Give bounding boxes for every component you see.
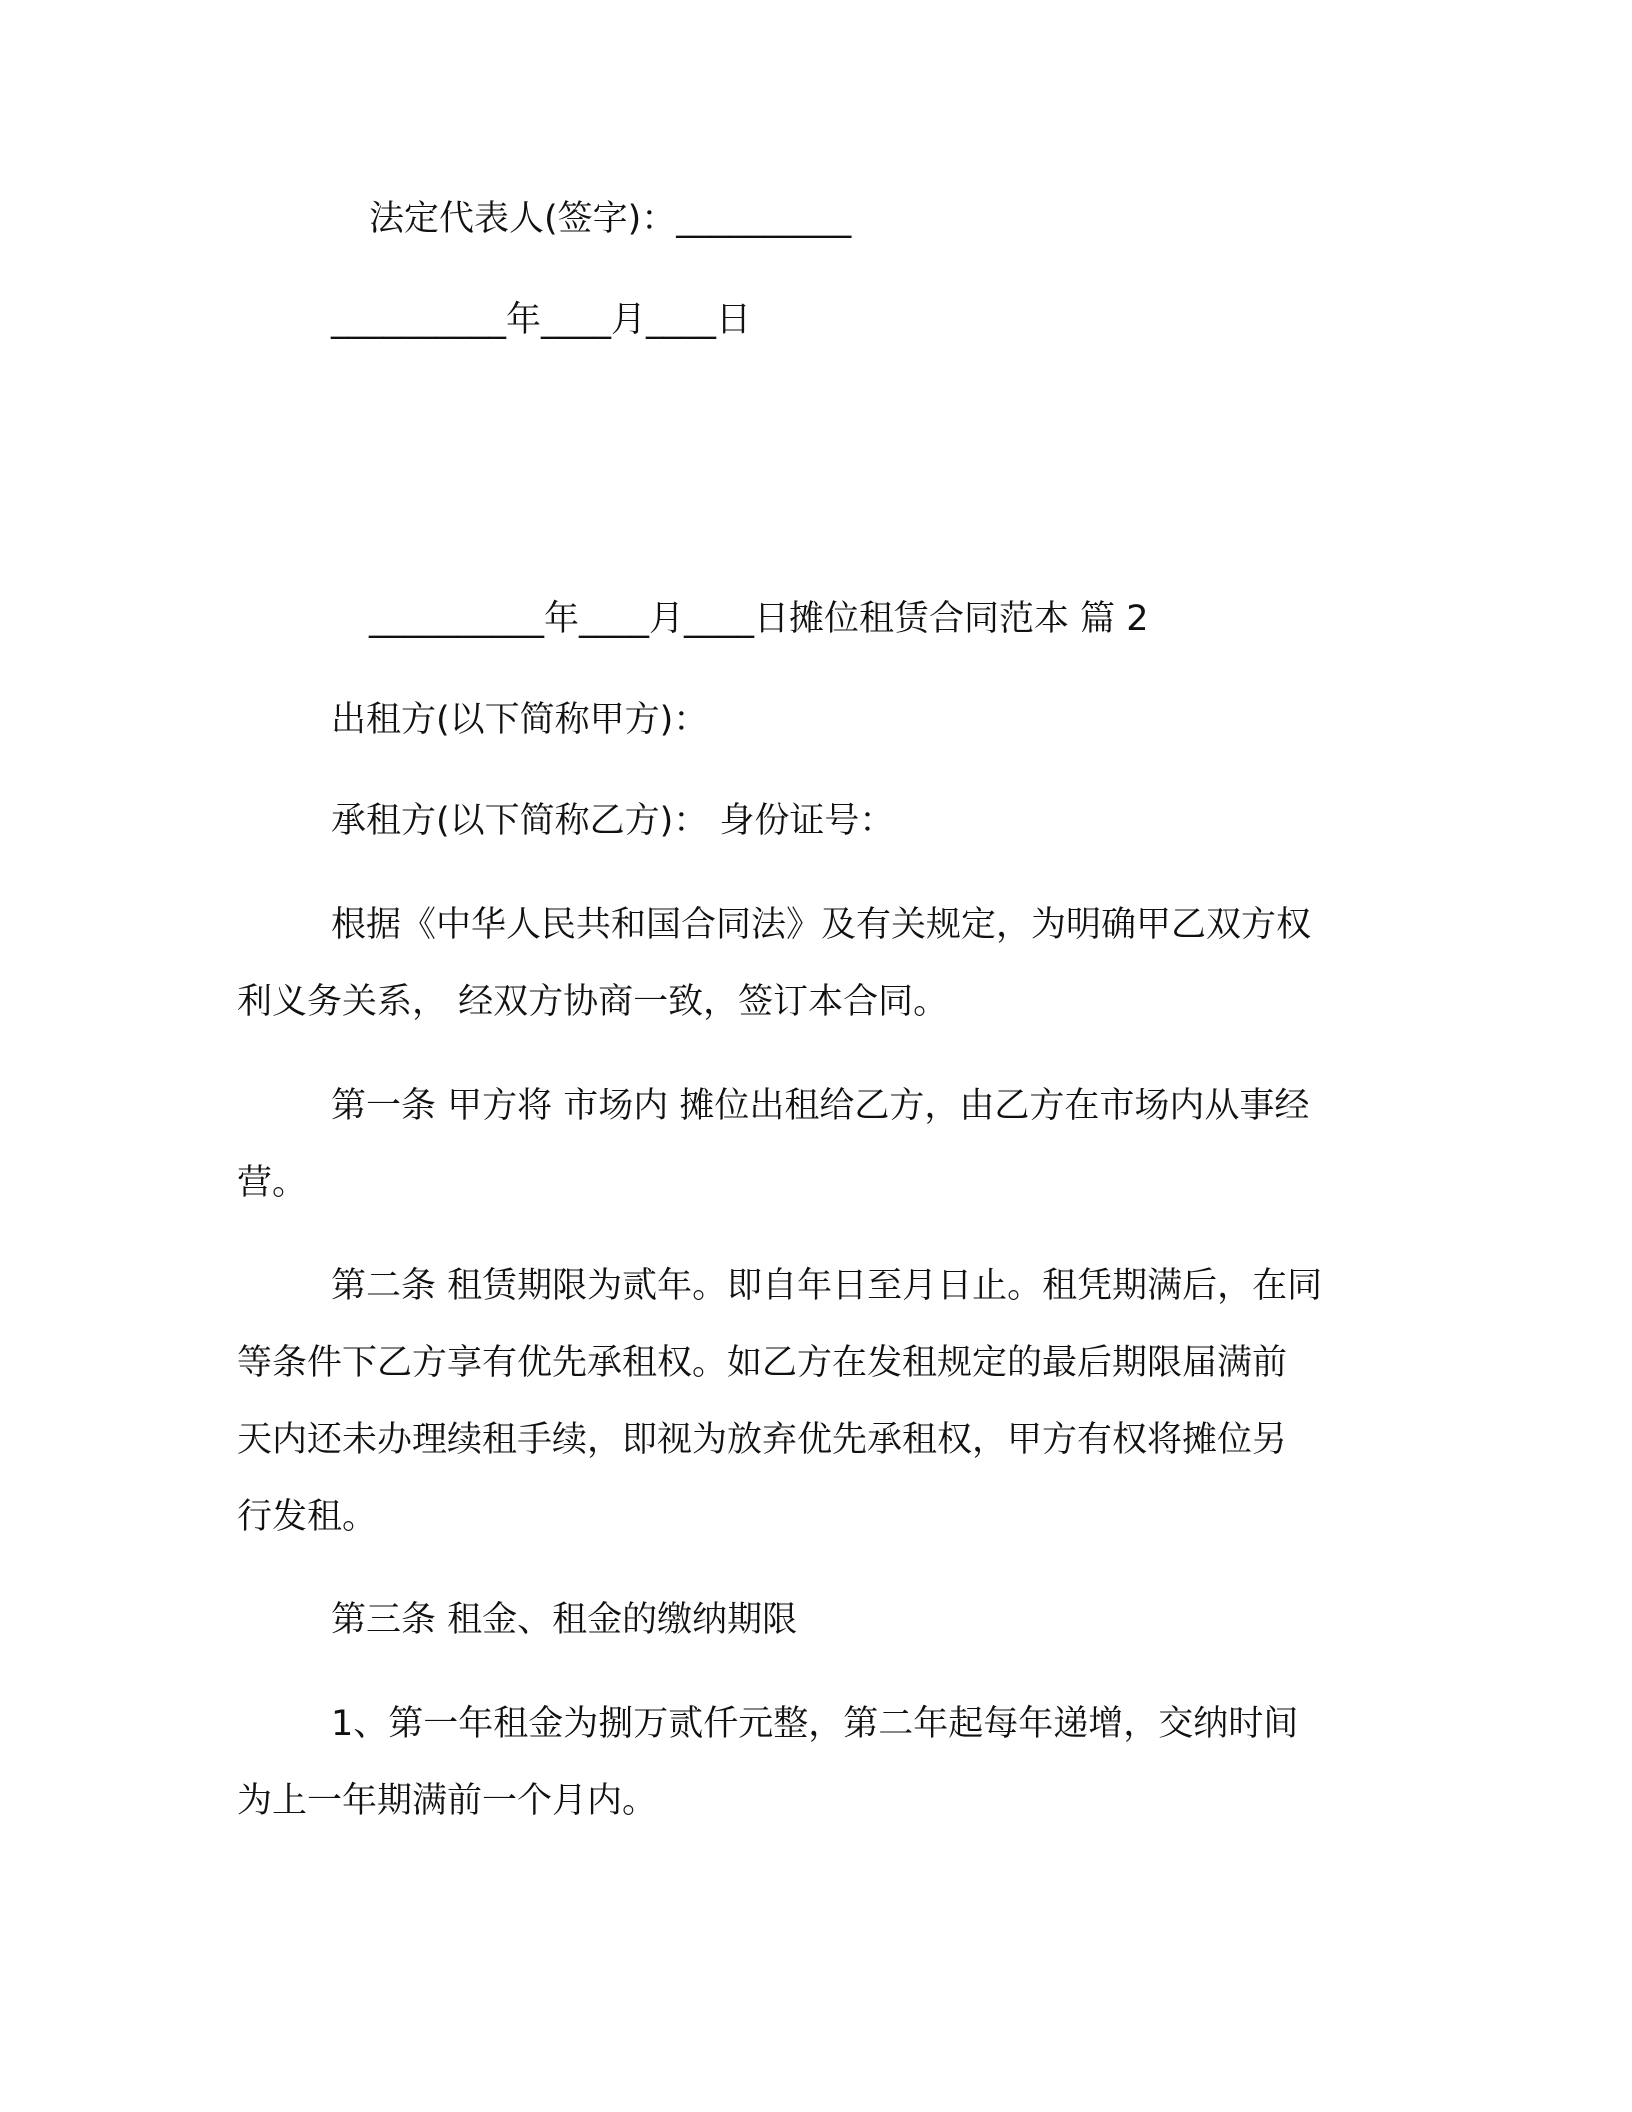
legal-representative-signature-line: 法定代表人(签字)：__________ <box>369 199 852 239</box>
lessor-line: 出租方(以下简称甲方)： <box>331 700 709 740</box>
article-2-line-3: 天内还未办理续租手续，即视为放弃优先承租权，甲方有权将摊位另 <box>237 1420 1288 1460</box>
article-3-item-1-line-1: 1、第一年租金为捌万贰仟元整，第二年起每年递增，交纳时间 <box>331 1704 1299 1744</box>
article-2-line-2: 等条件下乙方享有优先承租权。如乙方在发租规定的最后期限届满前 <box>237 1343 1288 1383</box>
article-3-heading: 第三条 租金、租金的缴纳期限 <box>331 1600 798 1640</box>
article-1-line-2: 营。 <box>237 1163 308 1203</box>
article-2-line-4: 行发租。 <box>237 1497 378 1537</box>
lessee-line: 承租方(以下简称乙方)： 身份证号： <box>331 801 895 841</box>
section-title: __________年____月____日摊位租赁合同范本 篇 2 <box>369 599 1149 639</box>
signature-date-line: __________年____月____日 <box>331 300 752 340</box>
preamble-line-2: 利义务关系， 经双方协商一致，签订本合同。 <box>237 982 949 1022</box>
article-2-line-1: 第二条 租赁期限为贰年。即自年日至月日止。租凭期满后，在同 <box>331 1266 1323 1306</box>
preamble-line-1: 根据《中华人民共和国合同法》及有关规定，为明确甲乙双方权 <box>331 905 1312 945</box>
article-1-line-1: 第一条 甲方将 市场内 摊位出租给乙方，由乙方在市场内从事经 <box>331 1086 1310 1126</box>
article-3-item-1-line-2: 为上一年期满前一个月内。 <box>237 1781 658 1821</box>
